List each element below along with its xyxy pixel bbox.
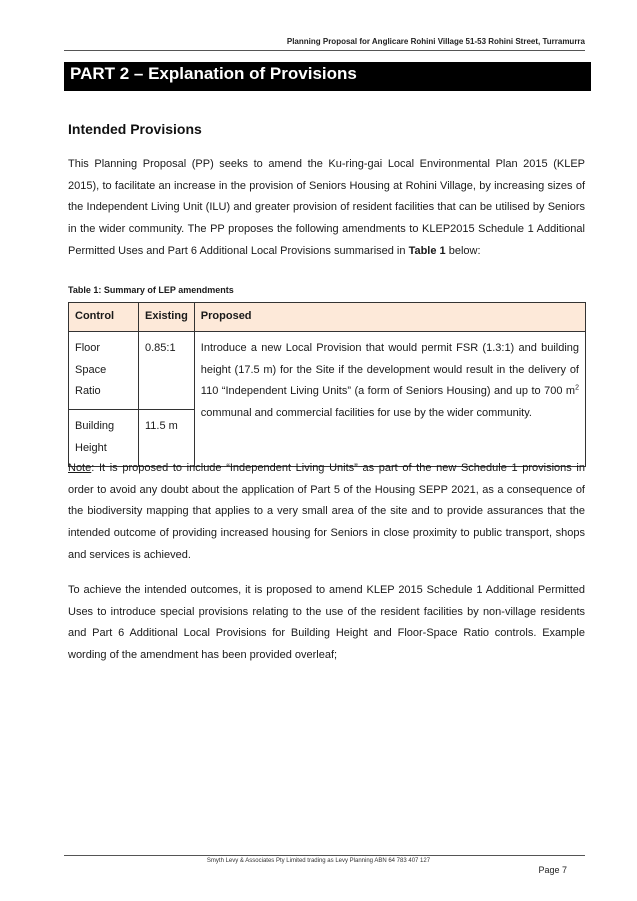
section-heading: Intended Provisions [68,121,202,137]
header-existing: Existing [139,303,195,332]
note-text: : It is proposed to include “Independent Living Units” as part of the new Schedule 1 provisions in order to avoid any doubt about the application of Part 5 of the Housing SEPP 2021, as a consequence of the biodiversity mapping that applies to a very small area of the site and to provide assurances that the intended outcome of providing increased housing for Seniors in close proximity to public transport, shops and services is achieved. [68,462,585,561]
intro-text-end: below: [445,244,481,257]
header-control: Control [69,303,139,332]
footer-company: Smyth Levy & Associates Pty Limited trading as Levy Planning ABN 64 783 407 127 [206,858,431,864]
intro-text: This Planning Proposal (PP) seeks to amend the Ku-ring-gai Local Environmental Plan 2015 (KLEP 2015), to facilitate an increase in the provision of Seniors Housing at Rohini Village, by increasing sizes of the Independent Living Unit (ILU) and greater provision of resident facilities that can be utilised by Seniors in the wider community. The PP proposes the following amendments to KLEP2015 Schedule 1 Additional Permitted Uses and Part 6 Additional Local Provisions summarised in [68,158,585,257]
table-reference: Table 1 [408,244,446,257]
cell-existing: 11.5 m [139,410,195,466]
outcomes-paragraph: To achieve the intended outcomes, it is proposed to amend KLEP 2015 Schedule 1 Additional Permitted Uses to introduce special provisions relating to the use of the resident facilities by non-village residents and Part 6 Additional Local Provisions for Building Height and Floor-Space Ratio controls. Example wording of the amendment has been provided overleaf; [68,584,585,662]
table-header-row [69,303,586,332]
note-label: Note [68,462,92,474]
table-caption: Table 1: Summary of LEP amendments [68,285,234,295]
cell-existing: 0.85:1 [139,332,195,410]
note-paragraph [68,458,585,567]
page-number: Page 7 [538,865,567,875]
lep-amendments-table [68,302,586,467]
header-rule [64,50,585,51]
cell-control: Building Height [69,410,139,466]
intro-paragraph [68,154,585,263]
cell-proposed [194,332,585,467]
proposed-text: Introduce a new Local Provision that would permit FSR (1.3:1) and building height (17.5 m) for the Site if the development would result in the delivery of 110 “Independent Living Units” (a form of Seniors Housing) and up to 700 m [200,342,579,398]
part-title: PART 2 – Explanation of Provisions [64,62,591,91]
cell-control: Floor Space Ratio [69,332,139,410]
footer-rule [64,855,585,856]
proposed-text-end: communal and commercial facilities for use by the wider community. [200,407,532,420]
running-header: Planning Proposal for Anglicare Rohini Village 51-53 Rohini Street, Turramurra [286,37,585,46]
proposed-superscript: 2 [575,384,579,392]
table-row [69,332,586,410]
header-proposed: Proposed [194,303,585,332]
